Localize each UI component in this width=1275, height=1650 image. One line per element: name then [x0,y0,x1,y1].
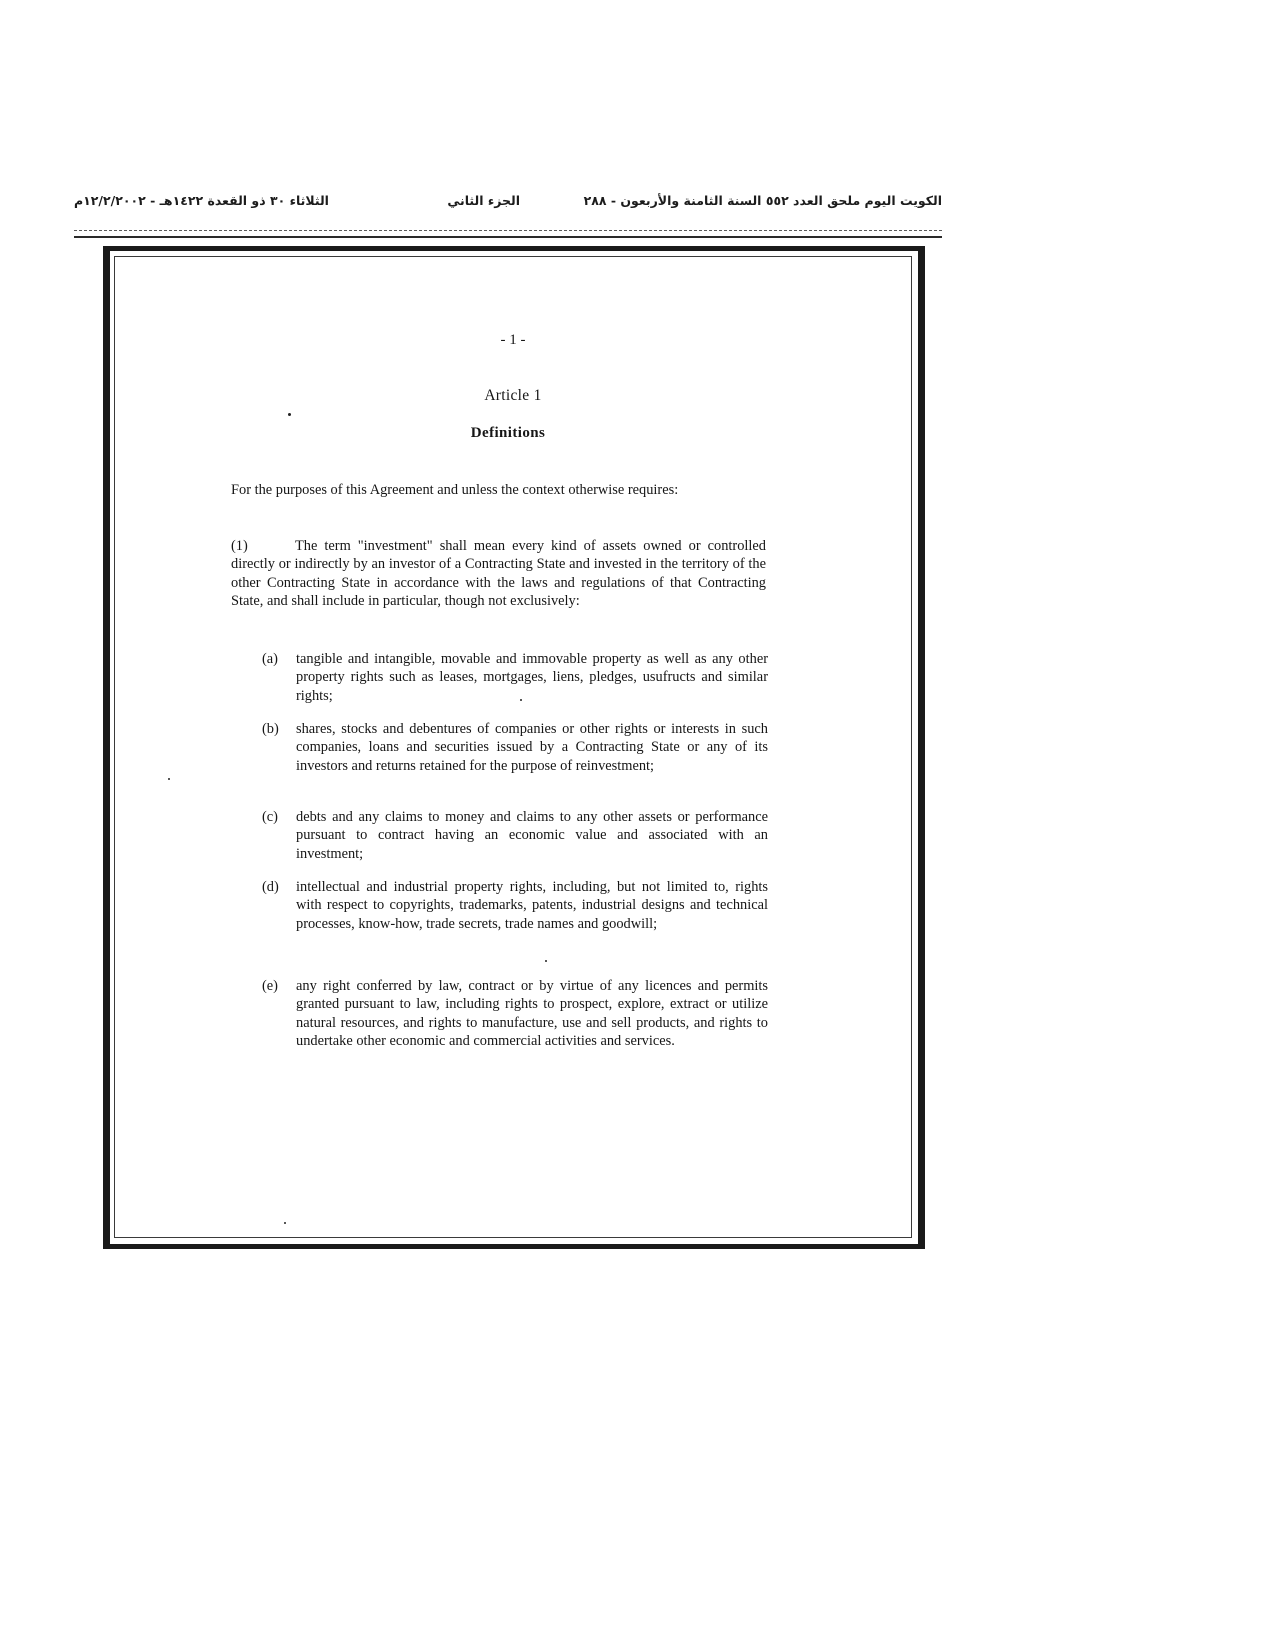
list-item-marker: (c) [262,809,278,825]
gazette-date: الثلاثاء ٣٠ ذو القعدة ١٤٢٢هـ - ١٢/٢/٢٠٠٢م [74,193,329,208]
list-item-text: intellectual and industrial property rights, including, but not limited to, rights with respect to copyrights, trademarks, patents, industrial designs and technical processes, know-how, trade secrets, trade names and goodwill; [296,879,768,932]
list-item-text: any right conferred by law, contract or by virtue of any licences and permits granted pursuant to law, including rights to prospect, explore, extract or utilize natural resources, and rights to manufacture, use and sell products, and rights to undertake other economic and commercial activities and services. [296,978,768,1050]
list-item [262,720,768,775]
list-item-text: tangible and intangible, movable and immovable property as well as any other property rights such as leases, mortgages, liens, pledges, usufructs and similar rights; [296,651,768,704]
scan-speck [288,413,291,416]
clause-1-text: The term "investment" shall mean every kind of assets owned or controlled directly or indirectly by an investor of a Contracting State and invested in the territory of the other Contracting State in accordance with the laws and regulations of that Contracting State, and shall include in particular, though not exclusively: [231,538,766,610]
list-item [262,878,768,933]
list-item-marker: (a) [262,651,278,667]
header-rule-solid [74,236,942,238]
gazette-issue-info: الكويت اليوم ملحق العدد ٥٥٢ السنة الثامنة والأربعون - ٢٨٨ [583,193,942,208]
article-title: Article 1 [484,387,542,404]
list-item [262,977,768,1051]
list-item-text: shares, stocks and debentures of companies or other rights or interests in such companies, loans and securities issued by a Contracting State or any of its investors and returns retained for the purpose of reinvestment; [296,721,768,774]
list-item-marker: (d) [262,879,279,895]
list-item-text: debts and any claims to money and claims to any other assets or performance pursuant to contract having an economic value and associated with an investment; [296,809,768,862]
clause-1 [231,537,766,611]
list-item [262,808,768,863]
clause-1-number: (1) [231,538,248,554]
section-title: Definitions [470,425,546,441]
gazette-header [74,193,942,215]
page-number: - 1 - [500,332,526,348]
scan-speck [520,699,522,701]
gazette-part: الجزء الثاني [447,193,520,208]
header-rule-dashed [74,230,942,231]
list-item [262,650,768,705]
intro-paragraph: For the purposes of this Agreement and unless the context otherwise requires: [231,482,679,498]
scan-speck [168,778,170,780]
list-item-marker: (b) [262,721,279,737]
scan-speck [284,1222,286,1224]
list-item-marker: (e) [262,978,278,994]
scan-speck [545,960,547,962]
